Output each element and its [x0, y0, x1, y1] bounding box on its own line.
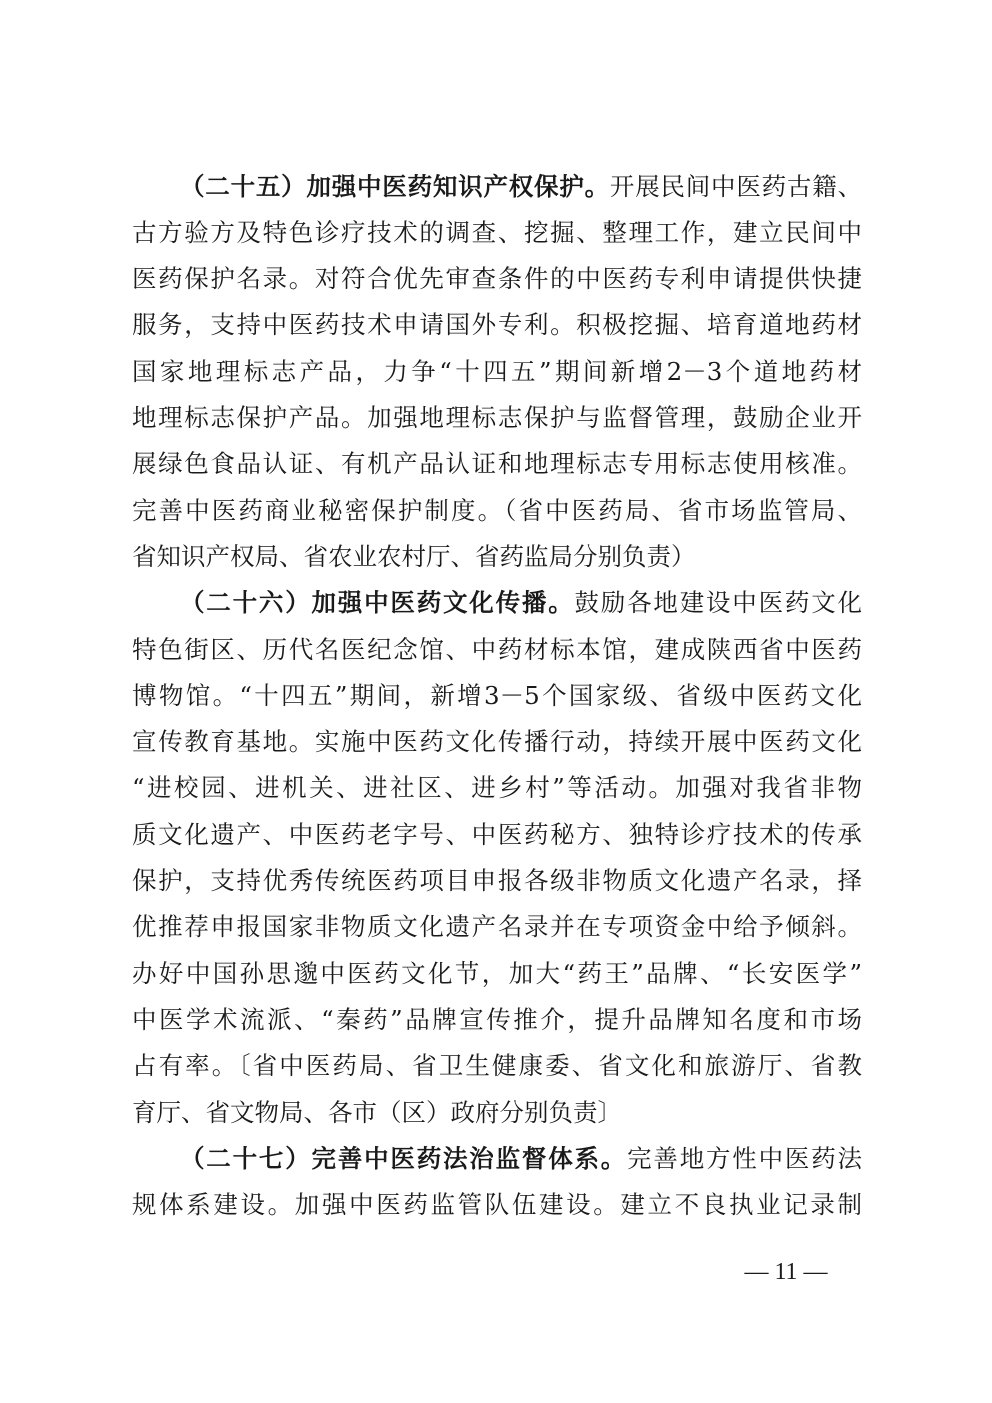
paragraph-25-line-2: 古方验方及特色诊疗技术的调查、挖掘、整理工作，建立民间中: [132, 218, 862, 247]
paragraph-26-line-8: 优推荐申报国家非物质文化遗产名录并在专项资金中给予倾斜。: [132, 912, 862, 941]
paragraph-27-line-1: [180, 1139, 862, 1179]
paragraph-26-line-6: 质文化遗产、中医药老字号、中医药秘方、独特诊疗技术的传承: [132, 820, 862, 849]
paragraph-27-text: 完善地方性中医药法: [627, 1144, 862, 1173]
paragraph-25-line-1: [180, 167, 862, 207]
paragraph-25-line-3: 医药保护名录。对符合优先审查条件的中医药专利申请提供快捷: [132, 264, 862, 293]
paragraph-26-heading: （二十六）加强中医药文化传播。: [180, 588, 575, 617]
paragraph-26-line-4: 宣传教育基地。实施中医药文化传播行动，持续开展中医药文化: [132, 727, 862, 756]
paragraph-27-line-2: 规体系建设。加强中医药监管队伍建设。建立不良执业记录制: [132, 1190, 862, 1219]
paragraph-26-line-11: 占有率。〔省中医药局、省卫生健康委、省文化和旅游厅、省教: [132, 1051, 862, 1080]
paragraph-25-line-7: 展绿色食品认证、有机产品认证和地理标志专用标志使用核准。: [132, 449, 862, 478]
paragraph-26-line-7: 保护，支持优秀传统医药项目申报各级非物质文化遗产名录，择: [132, 866, 862, 895]
paragraph-25-line-8: 完善中医药商业秘密保护制度。（省中医药局、省市场监管局、: [132, 496, 862, 525]
paragraph-25-heading: （二十五）加强中医药知识产权保护。: [180, 172, 610, 201]
page-number: — 11 —: [744, 1259, 828, 1285]
paragraph-26-line-9: 办好中国孙思邈中医药文化节，加大“药王”品牌、“长安医学”: [132, 959, 862, 988]
paragraph-26-line-10: 中医学术流派、“秦药”品牌宣传推介，提升品牌知名度和市场: [132, 1005, 862, 1034]
paragraph-26-text: 鼓励各地建设中医药文化: [574, 588, 862, 617]
paragraph-25-line-9: 省知识产权局、省农业农村厅、省药监局分别负责）: [132, 542, 696, 571]
paragraph-25-line-5: 国家地理标志产品，力争“十四五”期间新增2－3个道地药材: [132, 357, 862, 386]
paragraph-25-line-4: 服务，支持中医药技术申请国外专利。积极挖掘、培育道地药材: [132, 310, 862, 339]
paragraph-27-heading: （二十七）完善中医药法治监督体系。: [180, 1144, 628, 1173]
paragraph-25-line-6: 地理标志保护产品。加强地理标志保护与监督管理，鼓励企业开: [132, 403, 862, 432]
paragraph-26-line-3: 博物馆。“十四五”期间，新增3－5个国家级、省级中医药文化: [132, 681, 862, 710]
paragraph-25-text: 开展民间中医药古籍、: [609, 172, 862, 201]
paragraph-26-line-5: “进校园、进机关、进社区、进乡村”等活动。加强对我省非物: [132, 773, 862, 802]
paragraph-26-line-1: [180, 583, 862, 623]
paragraph-26-line-2: 特色街区、历代名医纪念馆、中药材标本馆，建成陕西省中医药: [132, 635, 862, 664]
paragraph-26-line-12: 育厅、省文物局、各市（区）政府分别负责〕: [132, 1098, 622, 1127]
